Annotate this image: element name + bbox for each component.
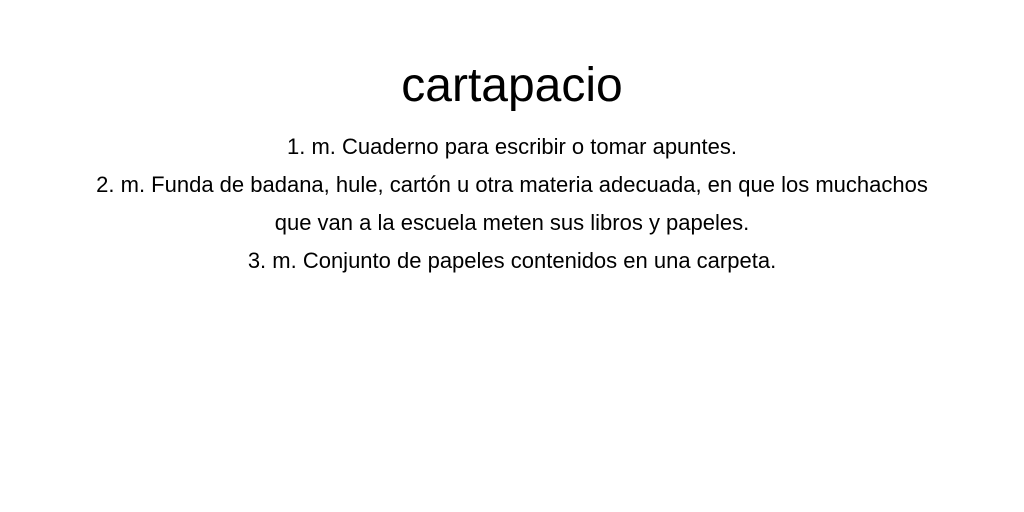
entry-word: cartapacio <box>401 59 623 112</box>
definition-list <box>0 128 1024 280</box>
definition-item: 2. m. Funda de badana, hule, cartón u otra materia adecuada, en que los muchachos que van a la escuela meten sus libros y papeles. <box>96 172 928 235</box>
definition-item: 1. m. Cuaderno para escribir o tomar apuntes. <box>286 134 737 159</box>
definition-item: 3. m. Conjunto de papeles contenidos en una carpeta. <box>247 248 777 273</box>
